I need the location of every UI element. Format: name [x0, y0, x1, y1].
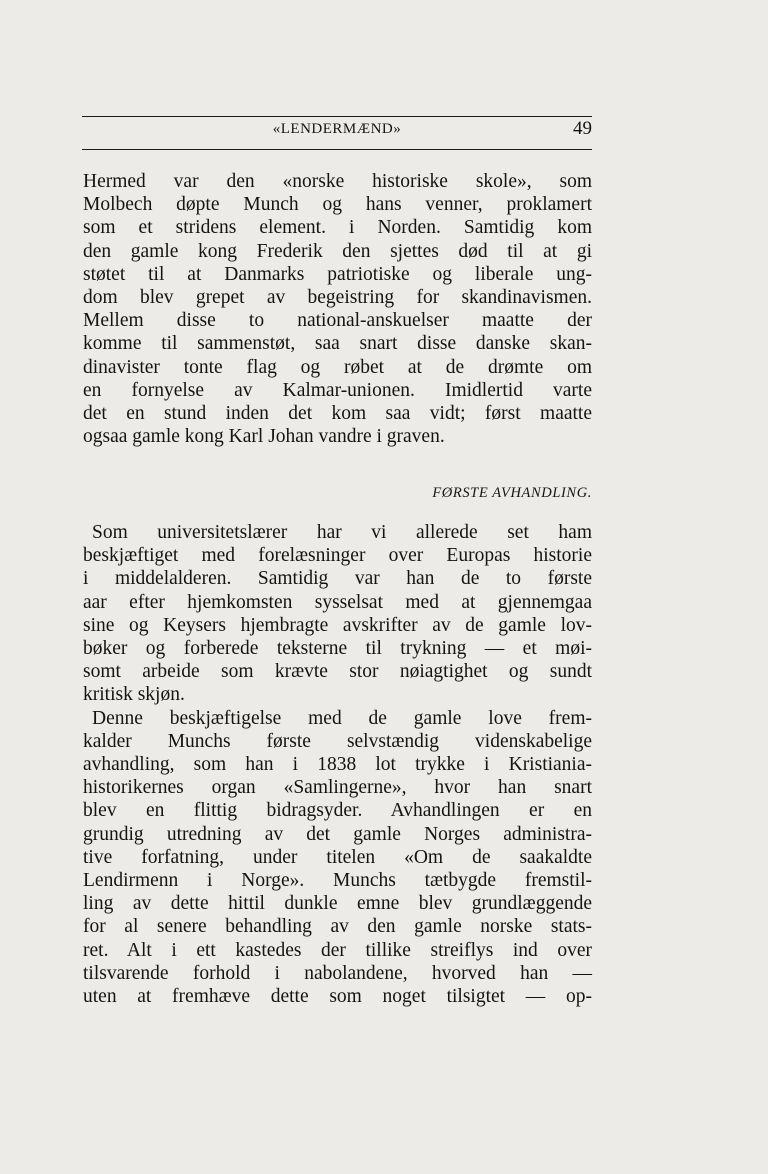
text-line: tilsvarende forhold i nabolandene, hvorved han —: [83, 962, 592, 984]
text-line: bøker og forberede teksterne til trykning — et møi-: [83, 638, 592, 660]
text-line: Som universitetslærer har vi allerede set ham: [92, 522, 592, 543]
text-line: det en stund inden det kom saa vidt; først maatte: [83, 403, 592, 425]
running-title: «LENDERMÆND»: [272, 121, 402, 137]
text-line: ogsaa gamle kong Karl Johan vandre i graven.: [83, 426, 445, 448]
text-line: Denne beskjæftigelse med de gamle love frem-: [92, 707, 592, 729]
text-line: ling av dette hittil dunkle emne blev grundlæggende: [83, 893, 592, 915]
text-line: i middelalderen. Samtidig var han de to første: [83, 568, 592, 590]
text-line: somt arbeide som krævte stor nøiagtighet og sundt: [83, 661, 592, 683]
text-line: blev en flittig bidragsyder. Avhandlingen er en: [83, 800, 592, 822]
text-line: kritisk skjøn.: [83, 684, 185, 706]
text-line: støtet til at Danmarks patriotiske og liberale ung-: [83, 263, 592, 285]
text-line: som et stridens element. i Norden. Samtidig kom: [83, 217, 592, 239]
text-line: historikernes organ «Samlingerne», hvor han snart: [83, 777, 592, 799]
text-line: Hermed var den «norske historiske skole», som: [83, 171, 592, 192]
text-line: ret. Alt i ett kastedes der tillike streiflys ind over: [83, 939, 592, 961]
text-line: grundig utredning av det gamle Norges administra-: [83, 823, 592, 845]
text-line: uten at fremhæve dette som noget tilsigtet — op-: [83, 986, 592, 1008]
text-line: avhandling, som han i 1838 lot trykke i Kristiania-: [83, 754, 592, 776]
text-line: den gamle kong Frederik den sjettes død til at gi: [83, 240, 592, 262]
text-line: beskjæftiget med forelæsninger over Europas historie: [83, 545, 592, 567]
text-line: aar efter hjemkomsten sysselsat med at gjennemgaa: [83, 591, 592, 613]
text-line: en fornyelse av Kalmar-unionen. Imidlertid varte: [83, 379, 592, 401]
page-number: 49: [573, 118, 592, 139]
paragraph-1: [83, 170, 592, 448]
text-line: tive forfatning, under titelen «Om de saakaldte: [83, 846, 592, 868]
text-line: dom blev grepet av begeistring for skandinavismen.: [83, 287, 592, 309]
text-line: for al senere behandling av den gamle norske stats-: [83, 916, 592, 938]
paragraphs-2-3: [83, 521, 592, 1008]
section-heading: FØRSTE AVHANDLING.: [432, 485, 592, 501]
text-line: Lendirmenn i Norge». Munchs tætbygde fremstil-: [83, 870, 592, 892]
text-line: sine og Keysers hjembragte avskrifter av de gamle lov-: [83, 614, 592, 636]
running-head: [82, 116, 592, 150]
text-line: dinavister tonte flag og røbet at de drømte om: [83, 356, 592, 378]
text-line: Mellem disse to national-anskuelser maatte der: [83, 310, 592, 332]
text-line: Molbech døpte Munch og hans venner, proklamert: [83, 194, 592, 216]
text-line: komme til sammenstøt, saa snart disse danske skan-: [83, 333, 592, 355]
text-line: kalder Munchs første selvstændig videnskabelige: [83, 730, 592, 752]
